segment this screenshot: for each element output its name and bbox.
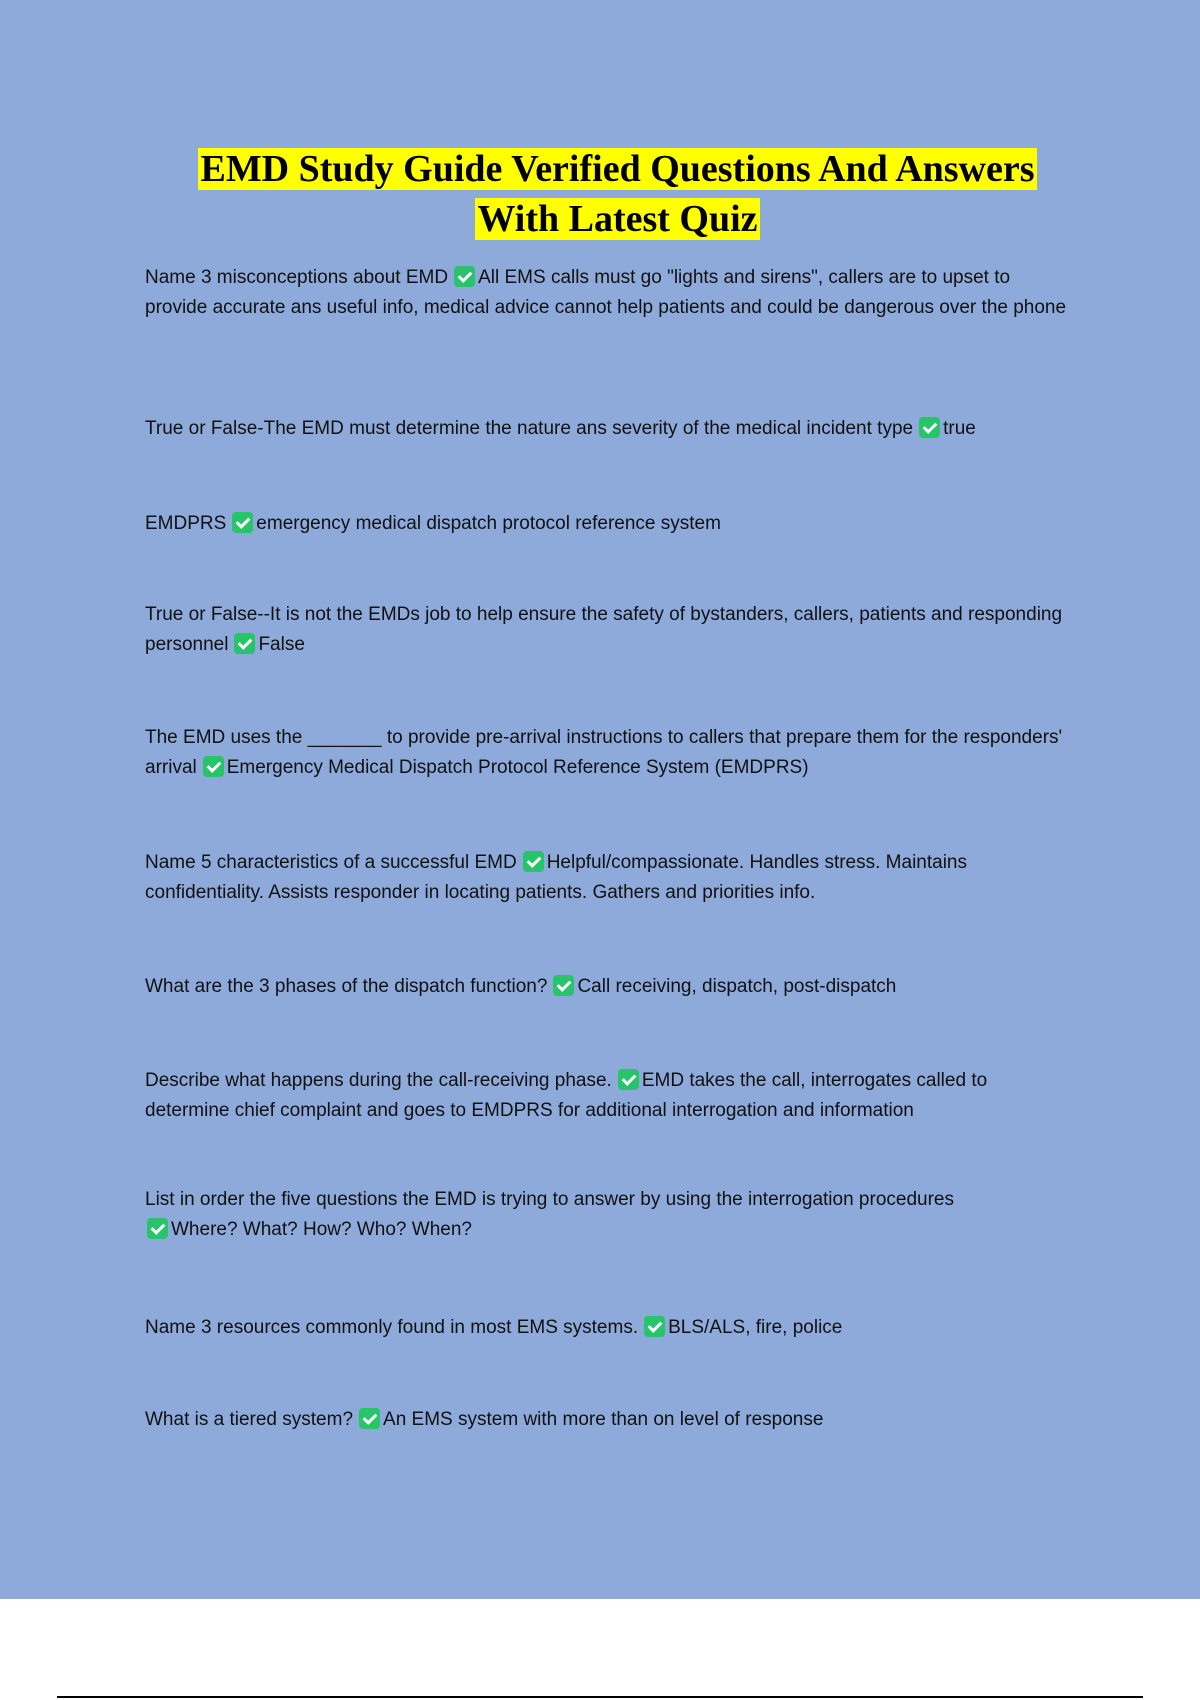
qa-item-1 (145, 263, 1075, 323)
footer-divider (57, 1696, 1143, 1698)
check-mark-icon (203, 756, 224, 777)
qa-item-4 (145, 600, 1075, 660)
document-title (140, 144, 1095, 244)
question-text: Name 5 characteristics of a successful EMD (145, 852, 517, 873)
question-text: EMDPRS (145, 513, 227, 534)
title-line-1: EMD Study Guide Verified Questions And Answers (200, 148, 1035, 190)
qa-item-8 (145, 1066, 1075, 1126)
check-mark-icon (553, 975, 574, 996)
answer-text: False (258, 634, 305, 655)
qa-item-7 (145, 972, 1075, 1002)
qa-item-5 (145, 723, 1075, 783)
answer-text: BLS/ALS, fire, police (668, 1317, 843, 1338)
check-mark-icon (359, 1408, 380, 1429)
answer-text: EMD takes the call, interrogates called to determine chief complaint and goes to EMDPRS for additional interrogation and information (145, 1070, 988, 1121)
question-text: List in order the five questions the EMD is trying to answer by using the interrogation procedures (145, 1189, 954, 1210)
qa-item-9 (145, 1185, 1075, 1245)
answer-text: All EMS calls must go "lights and sirens", callers are to upset to provide accurate ans useful info, medical advice cannot help patients and could be dangerous over the phone (145, 267, 1067, 318)
answer-text: true (943, 418, 976, 439)
question-text: The EMD uses the _______ to provide pre-arrival instructions to callers that prepare them for the responders' arrival (145, 727, 1063, 778)
check-mark-icon (232, 512, 253, 533)
question-text: What are the 3 phases of the dispatch function? (145, 976, 548, 997)
answer-text: An EMS system with more than on level of response (383, 1409, 824, 1430)
question-text: What is a tiered system? (145, 1409, 354, 1430)
qa-item-10 (145, 1313, 1075, 1343)
answer-text: Emergency Medical Dispatch Protocol Reference System (EMDPRS) (226, 757, 809, 778)
check-mark-icon (644, 1316, 665, 1337)
answer-text: Helpful/compassionate. Handles stress. Maintains confidentiality. Assists responder in locating patients. Gathers and priorities info. (145, 852, 967, 903)
question-text: Describe what happens during the call-receiving phase. (145, 1070, 612, 1091)
check-mark-icon (147, 1218, 168, 1239)
qa-item-2 (145, 414, 1075, 444)
answer-text: emergency medical dispatch protocol reference system (256, 513, 721, 534)
check-mark-icon (618, 1069, 639, 1090)
title-line-2: With Latest Quiz (477, 198, 758, 240)
question-text: True or False-The EMD must determine the nature ans severity of the medical incident type (145, 418, 914, 439)
question-text: Name 3 misconceptions about EMD (145, 267, 449, 288)
answer-text: Where? What? How? Who? When? (171, 1219, 472, 1240)
check-mark-icon (234, 633, 255, 654)
check-mark-icon (919, 417, 940, 438)
question-text: True or False--It is not the EMDs job to help ensure the safety of bystanders, callers, patients and responding personnel (145, 604, 1063, 655)
qa-item-11 (145, 1405, 1075, 1435)
qa-item-3 (145, 509, 1075, 539)
answer-text: Call receiving, dispatch, post-dispatch (577, 976, 897, 997)
check-mark-icon (523, 851, 544, 872)
check-mark-icon (454, 266, 475, 287)
question-text: Name 3 resources commonly found in most EMS systems. (145, 1317, 639, 1338)
qa-item-6 (145, 848, 1075, 908)
